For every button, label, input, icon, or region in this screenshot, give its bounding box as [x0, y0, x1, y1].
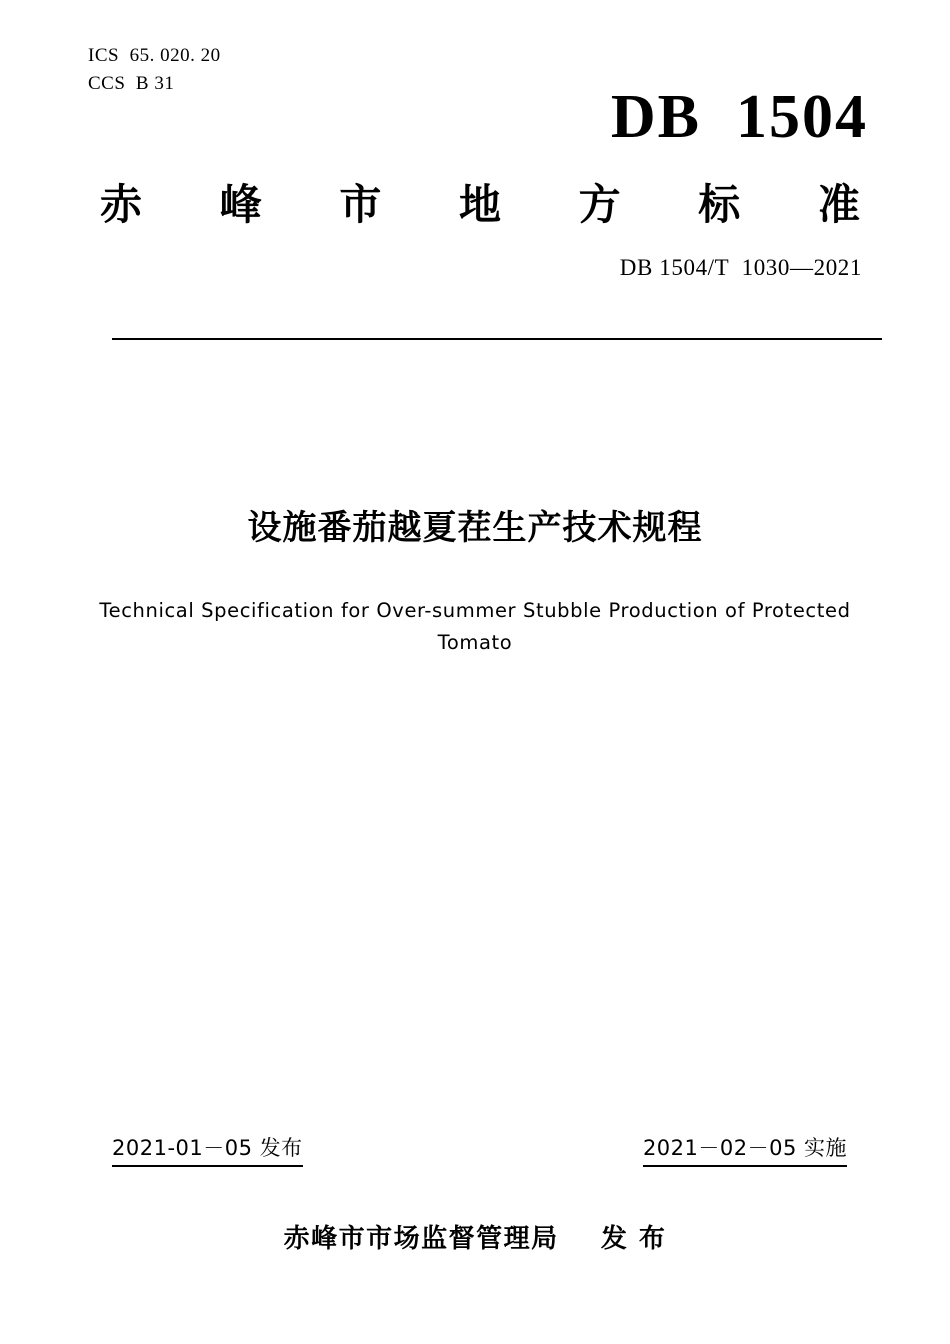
header-char-3: 地: [458, 180, 501, 229]
header-char-5: 标: [698, 180, 741, 229]
standard-header: [100, 172, 860, 232]
page-title: 设施番茄越夏茬生产技术规程: [247, 508, 703, 548]
ics-code: ICS 65. 020. 20: [88, 45, 221, 66]
publisher: 赤峰市市场监督管理局 发 布: [283, 1224, 667, 1254]
header-char-1: 峰: [219, 180, 262, 229]
classification-codes: [88, 42, 221, 97]
header-char-0: 赤: [100, 180, 143, 229]
header-char-2: 市: [339, 180, 382, 229]
header-divider: [112, 338, 882, 340]
header-char-6: 准: [817, 180, 860, 229]
issue-date: 2021-01－05 发布: [112, 1132, 303, 1167]
db-number: DB 1504: [610, 83, 868, 151]
standard-designation: DB 1504/T 1030—2021: [619, 255, 862, 280]
page-subtitle-english: Technical Specification for Over-summer Stubble Production of Protected Tomato: [99, 599, 851, 655]
header-char-4: 方: [578, 180, 621, 229]
effective-date: 2021－02－05 实施: [643, 1132, 847, 1167]
ccs-code: CCS B 31: [88, 72, 175, 94]
